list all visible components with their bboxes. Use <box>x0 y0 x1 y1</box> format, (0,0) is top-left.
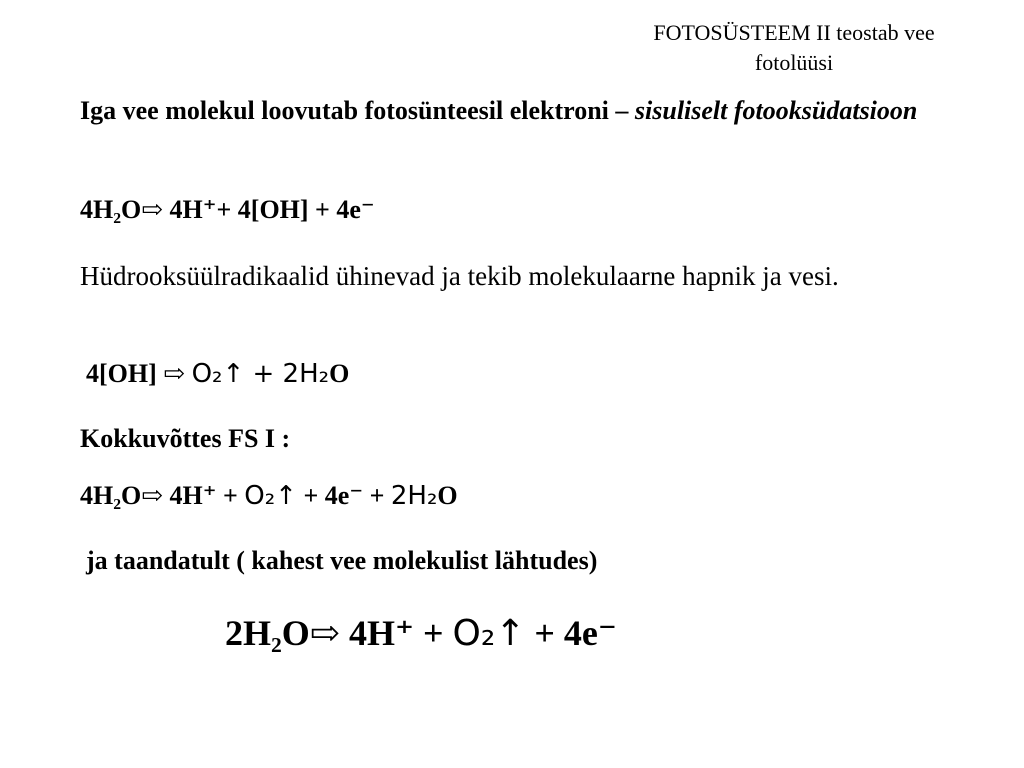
equation3-middle: + 4e⁻ + <box>296 481 391 510</box>
equation-radical-combination <box>86 356 966 392</box>
equation3-water-h2: 2H₂ <box>390 481 438 511</box>
equation3-o: O <box>437 481 458 510</box>
equation3-oxygen: O₂↑ <box>244 481 297 511</box>
equation2-oxygen: O₂↑ + 2H₂ <box>191 359 330 389</box>
equation-water-splitting: 4H₂O⇨ 4H⁺+ 4[OH] + 4e⁻ <box>80 195 375 224</box>
slide-title <box>600 18 988 78</box>
equation-final-right: + 4e⁻ <box>525 613 617 653</box>
equation-final-oxygen: O₂↑ <box>452 613 526 654</box>
intro-text: Iga vee molekul loovutab fotosünteesil elektroni – <box>80 96 635 125</box>
equation-summary <box>80 478 960 514</box>
slide-title-line1: FOTOSÜSTEEM II teostab vee <box>653 20 935 45</box>
equation2-left: 4[OH] ⇨ <box>86 359 192 388</box>
summary-heading: Kokkuvõttes FS I : <box>80 424 291 453</box>
reduced-note: ja taandatult ( kahest vee molekulist lähtudes) <box>86 546 598 575</box>
equation-final-left: 2H₂O⇨ 4H⁺ + <box>225 613 453 653</box>
equation-final <box>225 610 925 657</box>
slide-title-line2: fotolüüsi <box>754 50 834 75</box>
radical-paragraph: Hüdrooksüülradikaalid ühinevad ja tekib molekulaarne hapnik ja vesi. <box>80 261 839 291</box>
equation2-o: O <box>329 359 350 388</box>
equation3-left: 4H₂O⇨ 4H⁺ + <box>80 481 245 510</box>
intro-emphasis: sisuliselt fotooksüdatsioon <box>634 96 918 125</box>
intro-statement <box>80 92 960 130</box>
